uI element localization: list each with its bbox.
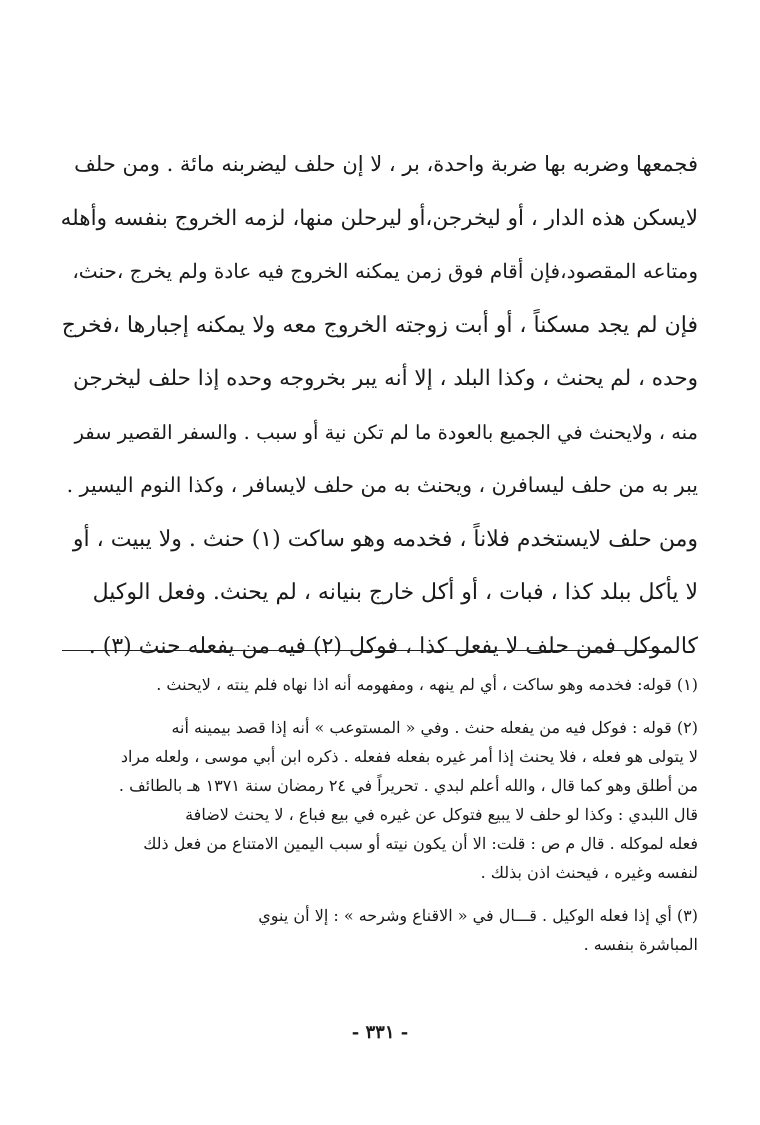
footnote-line: من أطلق وهو كما قال ، والله أعلم لبدي . تحريراً في ٢٤ رمضان سنة ١٣٧١ هـ بالطائف . <box>118 776 698 795</box>
footnote-line: فعله لموكله . قال م ص : قلت: الا أن يكون نيته أو سبب اليمين الامتناع من فعل ذلك <box>143 834 698 853</box>
footnote-2 <box>60 713 698 887</box>
body-line: كالموكل فمن حلف لا يفعل كذا ، فوكل (٢) فيه من يفعله حنث (٣) . <box>88 633 698 659</box>
footnote-line: قال اللبدي : وكذا لو حلف لا يبيع فتوكل عن غيره في بيع فباع ، لا يحنث لاضافة <box>185 805 698 824</box>
footnotes <box>60 670 698 959</box>
body-line: وحده ، لم يحنث ، وكذا البلد ، إلا أنه يبر بخروجه وحده إذا حلف ليخرجن <box>73 366 698 391</box>
page-number: - ٣٣١ - <box>351 1022 409 1043</box>
footnote-line: المباشرة بنفسه . <box>583 935 698 954</box>
footnote-line: (٣) أي إذا فعله الوكيل . قـــال في « الاقناع وشرحه » : إلا أن ينوي <box>258 906 698 925</box>
body-line: منه ، ولايحنث في الجميع بالعودة ما لم تكن نية أو سبب . والسفر القصير سفر <box>74 420 698 444</box>
footnote-separator <box>62 650 660 651</box>
body-line: ومتاعه المقصود،فإن أقام فوق زمن يمكنه الخروج فيه عادة ولم يخرج ،حنث، <box>72 259 698 283</box>
main-body-text <box>60 138 698 673</box>
footnote-line: (٢) قوله : فوكل فيه من يفعله حنث . وفي « المستوعب » أنه إذا قصد بيمينه أنه <box>171 718 698 737</box>
footnote-line: لنفسه وغيره ، فيحنث اذن بذلك . <box>480 863 698 882</box>
body-line: لا يأكل ببلد كذا ، فبات ، أو أكل خارج بنيانه ، لم يحنث. وفعل الوكيل <box>92 580 698 605</box>
body-line: لايسكن هذه الدار ، أو ليخرجن،أو ليرحلن منها، لزمه الخروج بنفسه وأهله <box>60 205 698 231</box>
body-line: فجمعها وضربه بها ضربة واحدة، بر ، لا إن حلف ليضربنه مائة . ومن حلف <box>74 152 698 176</box>
body-line: فإن لم يجد مسكناً ، أو أبت زوجته الخروج معه ولا يمكنه إجبارها ،فخرج <box>61 312 698 338</box>
footnote-line: (١) قوله: فخدمه وهو ساكت ، أي لم ينهه ، ومفهومه أنه اذا نهاه فلم ينته ، لايحنث . <box>156 675 698 694</box>
footnote-3 <box>60 901 698 959</box>
body-line: ومن حلف لايستخدم فلاناً ، فخدمه وهو ساكت (١) حنث . ولا يبيت ، أو <box>72 526 698 552</box>
footnote-1 <box>60 670 698 699</box>
footnote-line: لا يتولى هو فعله ، فلا يحنث إذا أمر غيره بفعله ففعله . ذكره ابن أبي موسى ، ولعله مراد <box>120 747 698 766</box>
body-line: يبر به من حلف ليسافرن ، ويحنث به من حلف لايسافر ، وكذا النوم اليسير . <box>66 473 698 497</box>
